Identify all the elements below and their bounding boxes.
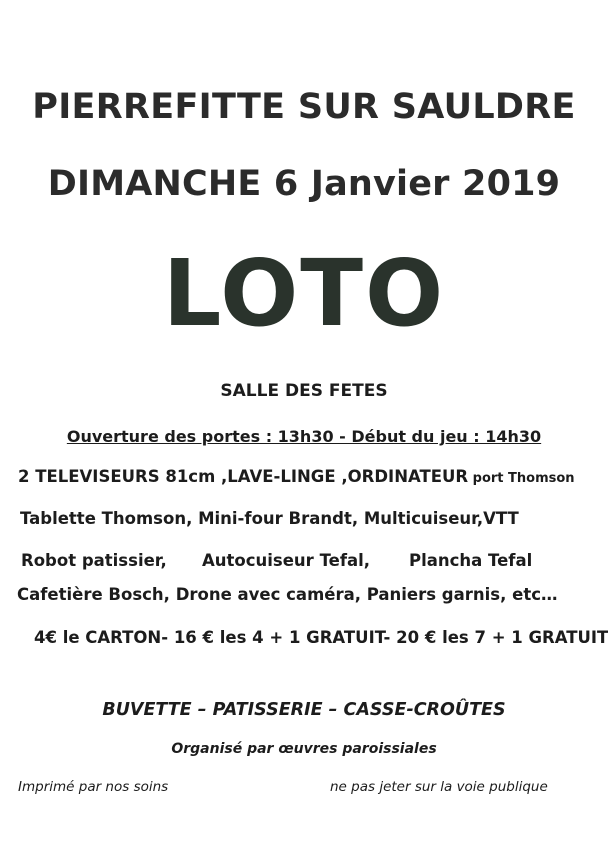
prize-line-3-autocuiseur: Autocuiseur Tefal, — [202, 551, 371, 570]
town-title: PIERREFITTE SUR SAULDRE — [32, 87, 576, 127]
prize-line-2: Tablette Thomson, Mini-four Brandt, Multicuiseur,VTT — [20, 509, 519, 528]
prize-line-4: Cafetière Bosch, Drone avec caméra, Paniers garnis, etc… — [17, 585, 558, 604]
prize-line-1-main: 2 TELEVISEURS 81cm ,LAVE-LINGE ,ORDINATEUR — [18, 467, 469, 486]
event-title: LOTO — [162, 240, 446, 347]
prize-line-1-small: port Thomson — [468, 471, 575, 486]
footer-do-not-litter: ne pas jeter sur la voie publique — [330, 779, 548, 795]
prize-line-3-robot: Robot patissier, — [21, 551, 167, 570]
prize-line-1 — [18, 467, 575, 486]
pricing: 4€ le CARTON- 16 € les 4 + 1 GRATUIT- 20 € les 7 + 1 GRATUIT — [34, 628, 608, 647]
refreshments: BUVETTE – PATISSERIE – CASSE-CROÛTES — [102, 700, 506, 720]
prize-line-3-plancha: Plancha Tefal — [409, 551, 533, 570]
organizer: Organisé par œuvres paroissiales — [171, 741, 437, 757]
opening-hours: Ouverture des portes : 13h30 - Début du jeu : 14h30 — [66, 427, 542, 446]
footer-printed-by: Imprimé par nos soins — [18, 779, 169, 795]
event-date: DIMANCHE 6 Janvier 2019 — [47, 164, 561, 204]
venue: SALLE DES FETES — [220, 381, 388, 401]
